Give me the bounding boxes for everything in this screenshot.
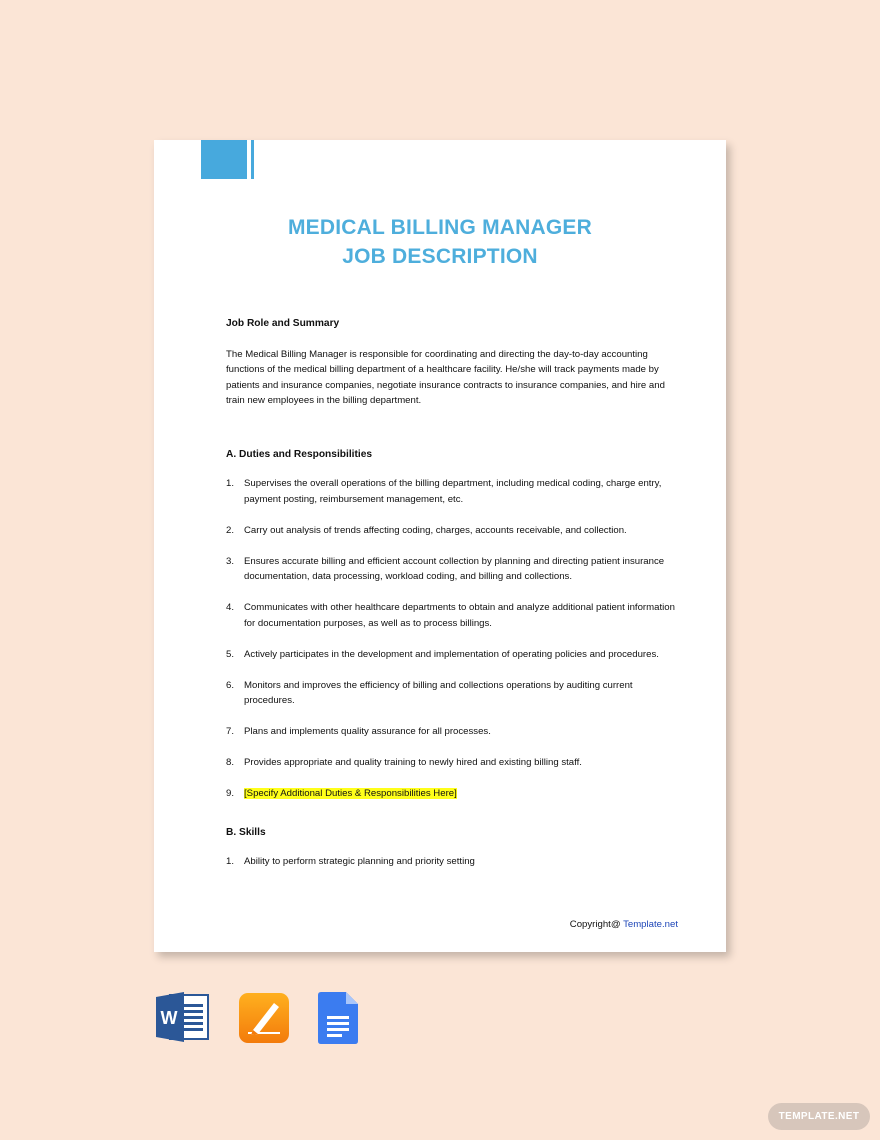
google-docs-icon[interactable] xyxy=(318,992,358,1044)
title-line-2: JOB DESCRIPTION xyxy=(342,245,538,268)
list-item: 1. Ability to perform strategic planning and priority setting xyxy=(226,856,475,867)
list-item: 9. [Specify Additional Duties & Responsibilities Here] xyxy=(226,788,457,799)
skills-list xyxy=(226,854,682,870)
word-icon[interactable] xyxy=(156,992,210,1042)
summary-paragraph: The Medical Billing Manager is responsible for coordinating and directing the day-to-day accounting functions of the medical billing department of a healthcare facility. He/she will track payments made by patients and insurance companies, negotiate insurance contracts to insurance companies, and hire and train new employees in the billing department. xyxy=(226,348,665,406)
list-item: 8. Provides appropriate and quality training to newly hired and existing billing staff. xyxy=(226,757,582,768)
list-item: 5. Actively participates in the development and implementation of operating policies and procedures. xyxy=(226,648,659,660)
list-item: 3. Ensures accurate billing and efficient account collection by planning and directing patient insurance documentation, data processing, workload coding, and billing and collections. xyxy=(226,555,665,582)
document-body xyxy=(226,316,682,885)
summary-heading: Job Role and Summary xyxy=(226,318,340,329)
corner-accent-block xyxy=(201,140,247,179)
template-net-badge[interactable]: TEMPLATE.NET xyxy=(768,1103,870,1130)
list-item: 1. Supervises the overall operations of the billing department, including medical coding, charge entry, payment posting, reimbursement management, etc. xyxy=(226,478,662,505)
pages-icon[interactable] xyxy=(238,992,290,1044)
svg-text:W: W xyxy=(160,1008,178,1028)
copyright-notice xyxy=(570,919,678,930)
duties-list xyxy=(226,476,682,802)
highlighted-placeholder: [Specify Additional Duties & Responsibilities Here] xyxy=(244,788,457,799)
list-item: 4. Communicates with other healthcare departments to obtain and analyze additional patient information for documentation purposes, as well as to process billings. xyxy=(226,602,675,629)
document-page xyxy=(154,140,726,952)
corner-accent-line xyxy=(251,140,254,179)
title-line-1: MEDICAL BILLING MANAGER xyxy=(287,216,593,239)
copyright-link[interactable]: Template.net xyxy=(623,919,678,930)
list-item: 7. Plans and implements quality assurance for all processes. xyxy=(226,726,491,737)
list-item: 2. Carry out analysis of trends affecting coding, charges, accounts receivable, and collection. xyxy=(226,524,627,536)
list-item: 6. Monitors and improves the efficiency of billing and collections operations by auditing current procedures. xyxy=(226,679,633,706)
duties-heading: A. Duties and Responsibilities xyxy=(226,448,373,460)
copyright-text: Copyright@ xyxy=(569,919,624,930)
skills-heading: B. Skills xyxy=(226,826,266,838)
document-title xyxy=(154,213,726,271)
